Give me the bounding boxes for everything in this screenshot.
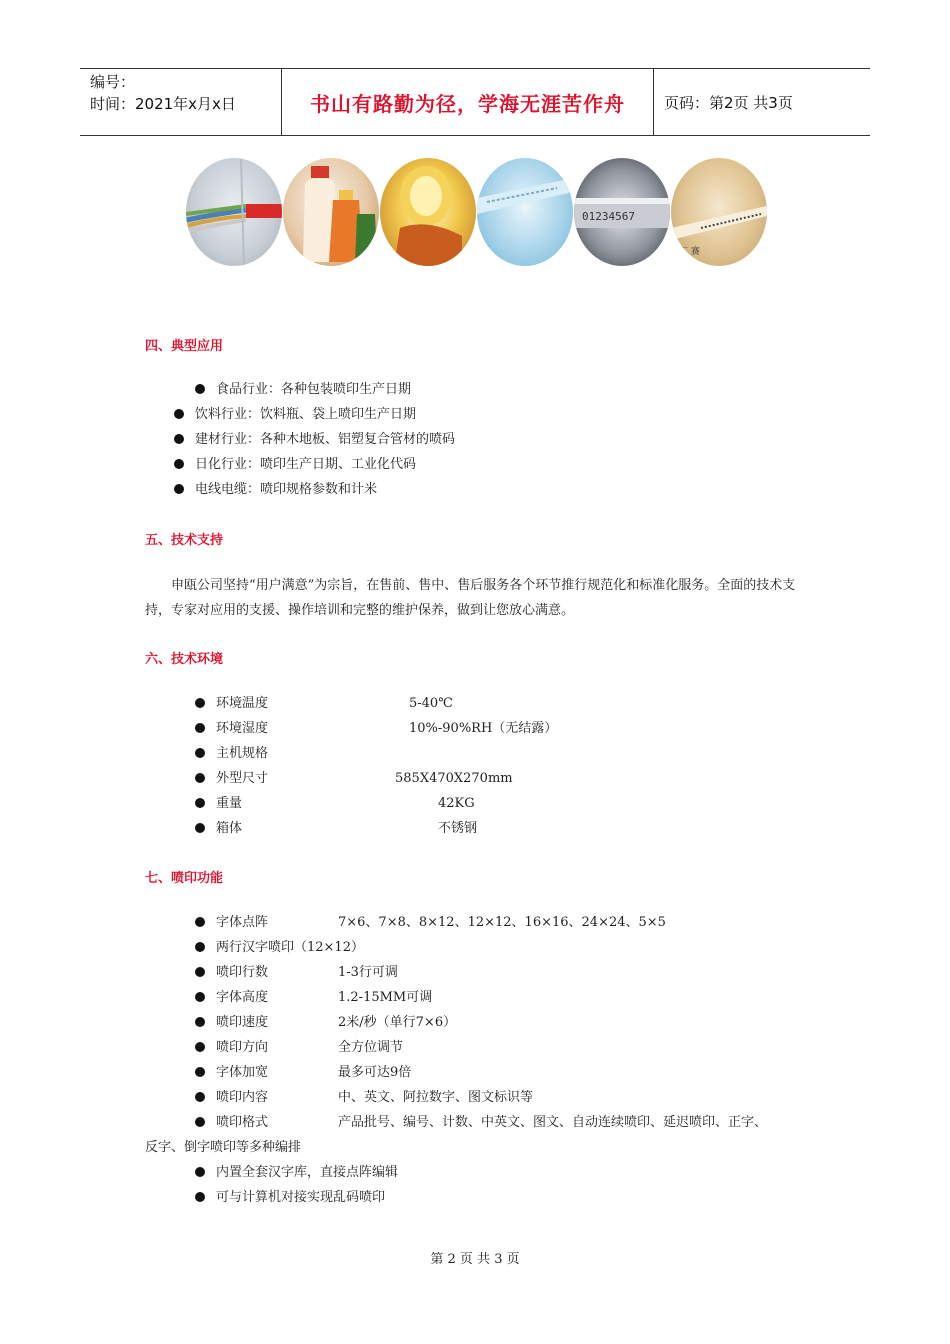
feature-row: 字体高度 [195,989,268,1007]
section-4-title: 四、典型应用 [145,339,224,354]
bullet-icon [195,917,205,927]
bullet-icon [195,942,205,952]
spec-row: 环境湿度 [195,720,268,738]
bullet-icon [195,823,205,833]
section-7-title: 七、喷印功能 [145,871,224,886]
feature-row: 喷印内容 [195,1089,268,1107]
spec-value: 5-40℃ [409,696,453,711]
bullet-icon [195,698,205,708]
spec-row: 重量 [195,795,242,813]
feature-value: 最多可达9倍 [338,1065,412,1080]
foam-board-image [477,158,573,266]
bullet-icon [195,773,205,783]
bullet-icon [195,798,205,808]
feature-row: 两行汉字喷印（12×12） [195,939,364,957]
cable-image [186,158,282,266]
feature-row: 字体点阵 [195,914,268,932]
bullet-icon [195,1017,205,1027]
header-motto [282,69,654,135]
bullet-icon [174,459,184,469]
spec-row: 箱体 [195,820,242,838]
feature-row: 喷印行数 [195,964,268,982]
feature-row: 喷印速度 [195,1014,268,1032]
bullet-icon [195,1192,205,1202]
bullet-icon [174,434,184,444]
spec-row: 主机规格 [195,745,268,763]
feature-value: 7×6、7×8、8×12、12×12、16×16、24×24、5×5 [338,915,666,930]
list-item: 食品行业：各种包装喷印生产日期 [195,381,411,399]
feature-row: 可与计算机对接实现乱码喷印 [195,1189,385,1207]
spec-row: 外型尺寸 [195,770,268,788]
support-paragraph: 申瓯公司坚持“用户满意”为宗旨，在售前、售中、售后服务各个环节推行规范化和标准化服务。全面的技术支持，专家对应用的支援、操作培训和完整的维护保养，做到让您放心满意。 [145,578,796,618]
bullet-icon [195,1092,205,1102]
page-header [80,68,870,136]
feature-row: 内置全套汉字库，直接点阵编辑 [195,1164,398,1182]
feature-value: 中、英文、阿拉数字、图文标识等 [338,1090,534,1105]
feature-value: 1-3行可调 [338,965,398,980]
header-meta [80,69,282,135]
page-footer: 第 2 页 共 3 页 [430,1252,520,1267]
header-page [654,69,870,135]
feature-row: 喷印方向 [195,1039,268,1057]
wood-board-image [671,158,767,266]
feature-continuation: 反字、倒字喷印等多种编排 [145,1140,302,1155]
list-item: 建材行业：各种木地板、铝塑复合管材的喷码 [174,431,455,449]
feature-value: 2米/秒（单行7×6） [338,1015,457,1030]
application-image-strip [186,158,766,266]
list-item: 电线电缆：喷印规格参数和计米 [174,481,377,499]
time-label: 时间：2021年x月x日 [90,95,236,113]
glass-bottle-image [380,158,476,266]
feature-value: 产品批号、编号、计数、中英文、图文、自动连续喷印、延迟喷印、正字、 [338,1115,768,1130]
spec-value: 10%-90%RH（无结露） [409,721,558,736]
feature-value: 全方位调节 [338,1040,404,1055]
bullet-icon [174,409,184,419]
bottles-image [283,158,379,266]
feature-value: 1.2-15MM可调 [338,990,433,1005]
bullet-icon [195,723,205,733]
bullet-icon [195,1042,205,1052]
bullet-icon [195,384,205,394]
bullet-icon [195,992,205,1002]
wood-board-text: 汇 赛 [679,247,700,257]
spec-value: 585X470X270mm [395,771,513,786]
feature-row: 字体加宽 [195,1064,268,1082]
pipe-image [574,158,670,266]
number-label: 编号： [90,73,136,91]
pipe-code-text: 01234567 [582,210,635,223]
list-item: 日化行业：喷印生产日期、工业化代码 [174,456,416,474]
spec-value: 42KG [438,796,475,811]
spec-row: 环境温度 [195,695,268,713]
section-6-title: 六、技术环境 [145,652,224,667]
bullet-icon [174,484,184,494]
section-5-title: 五、技术支持 [145,533,224,548]
bullet-icon [195,967,205,977]
motto-text: 书山有路勤为径，学海无涯苦作舟 [310,91,625,116]
bullet-icon [195,748,205,758]
feature-row: 喷印格式 [195,1114,268,1132]
spec-value: 不锈钢 [438,821,478,836]
bullet-icon [195,1167,205,1177]
page-label: 页码：第2页 共3页 [664,93,793,112]
bullet-icon [195,1117,205,1127]
bullet-icon [195,1067,205,1077]
list-item: 饮料行业：饮料瓶、袋上喷印生产日期 [174,406,416,424]
